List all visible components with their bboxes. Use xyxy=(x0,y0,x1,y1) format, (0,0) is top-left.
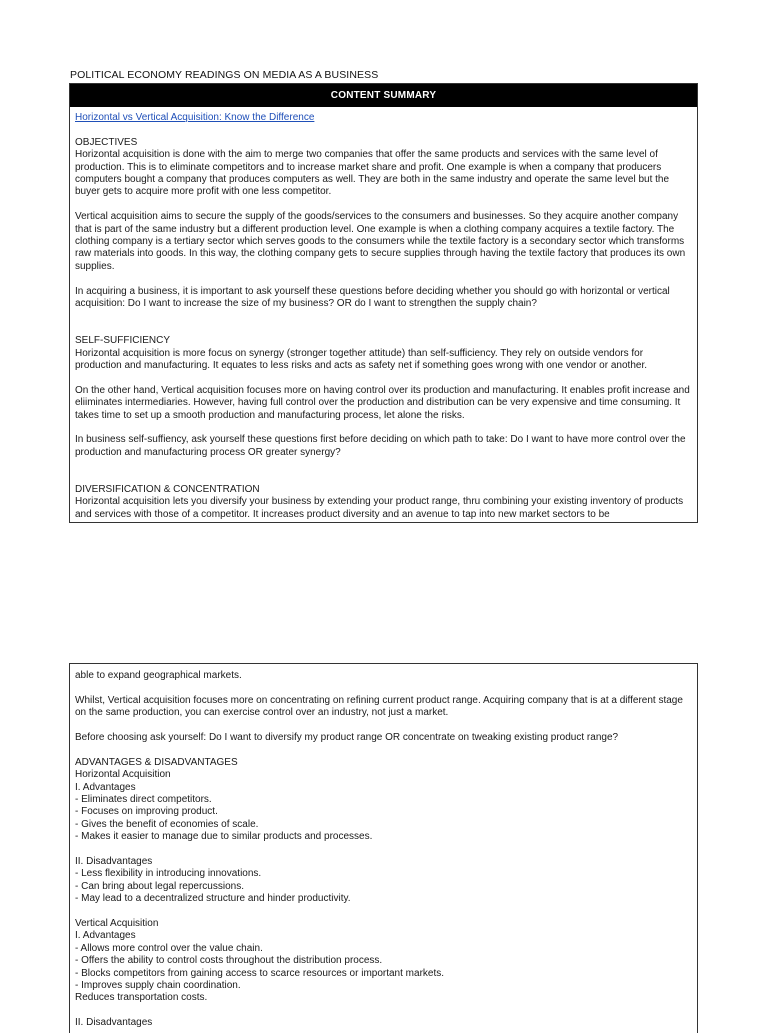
article-link[interactable]: Horizontal vs Vertical Acquisition: Know the Difference xyxy=(75,112,315,123)
vertical-advantages-title: I. Advantages xyxy=(75,930,136,942)
vertical-disadvantages-title: II. Disadvantages xyxy=(75,1017,153,1029)
horizontal-advantages-title: I. Advantages xyxy=(75,781,136,793)
list-item: - Eliminates direct competitors. xyxy=(75,794,212,806)
self-sufficiency-paragraph-1: Horizontal acquisition is more focus on synergy (stronger together attitude) than self-sufficiency. They rely on outside vendors for production and manufacturing. It equates to less risks and acts as safety net if something goes wrong with one vendor or another. xyxy=(75,347,647,372)
document-title: POLITICAL ECONOMY READINGS ON MEDIA AS A BUSINESS xyxy=(70,69,379,81)
vertical-acquisition-title: Vertical Acquisition xyxy=(75,918,159,930)
list-item: Reduces transportation costs. xyxy=(75,992,208,1004)
objectives-paragraph-2: Vertical acquisition aims to secure the supply of the goods/services to the consumers and businesses. So they acquire another company that is part of the same industry but a different production level. One example is when a clothing company acquires a textile factory. The clothing company is a tertiary sector which serves goods to the consumers while the textile factory is a secondary sector which transforms raw materials into goods. In this way, the clothing company gets to secure supplies through having the textile factory that produces its own supplies. xyxy=(75,211,686,272)
objectives-paragraph-3: In acquiring a business, it is important to ask yourself these questions before deciding whether you should go with horizontal or vertical acquisition: Do I want to increase the size of my business? OR do I want to strengthen the supply chain? xyxy=(75,285,670,310)
content-summary-header: CONTENT SUMMARY xyxy=(70,84,697,107)
self-sufficiency-paragraph-2: On the other hand, Vertical acquisition focuses more on having control over its production and manufacturing. It enables profit increase and eliiminates intermediaries. However, having full control over the production and distribution can be very expensive and time consuming. It takes time to set up a smooth production and manufacturing process, let alone the risks. xyxy=(75,384,690,421)
list-item: - Focuses on improving product. xyxy=(75,806,218,818)
list-item: - Makes it easier to manage due to similar products and processes. xyxy=(75,831,373,843)
content-summary-continued-body xyxy=(70,664,697,1030)
objectives-heading: OBJECTIVES xyxy=(75,136,138,148)
content-summary-body xyxy=(70,107,697,521)
diversification-heading: DIVERSIFICATION & CONCENTRATION xyxy=(75,484,260,496)
content-summary-continued-box xyxy=(69,663,698,1033)
list-item: - Less flexibility in introducing innovations. xyxy=(75,868,262,880)
diversification-paragraph-1-part-1: Horizontal acquisition lets you diversify your business by extending your product range, thru combining your existing inventory of products and services with those of a competitor. It increases product diversity and an avenue to tap into new market sectors to be xyxy=(75,496,684,520)
list-item: - Blocks competitors from gaining access to scarce resources or important markets. xyxy=(75,967,445,979)
adv-disadv-heading: ADVANTAGES & DISADVANTAGES xyxy=(75,756,238,768)
list-item: - Can bring about legal repercussions. xyxy=(75,880,244,892)
list-item: - May lead to a decentralized structure and hinder productivity. xyxy=(75,893,351,905)
diversification-paragraph-1-part-2: able to expand geographical markets. xyxy=(75,670,242,681)
diversification-paragraph-2: Whilst, Vertical acquisition focuses more on concentrating on refining current product range. Acquiring company that is at a different stage on the same production, you can exercise control over an industry, not just a market. xyxy=(75,694,683,719)
horizontal-acquisition-title: Horizontal Acquisition xyxy=(75,769,171,781)
list-item: - Gives the benefit of economies of scale. xyxy=(75,818,259,830)
list-item: - Offers the ability to control costs throughout the distribution process. xyxy=(75,955,383,967)
objectives-paragraph-1: Horizontal acquisition is done with the aim to merge two companies that offer the same products and services with the same level of production. This is to eliminate competitors and to increase market share and profit. One example is when a company that producers computers bought a company that produces computers as well. They are both in the same industry and operate the same level but the buyer gets to acquire more profit with one less competitor. xyxy=(75,149,670,198)
content-summary-box xyxy=(69,83,698,523)
horizontal-disadvantages-title: II. Disadvantages xyxy=(75,856,153,868)
list-item: - Allows more control over the value chain. xyxy=(75,942,263,954)
self-sufficiency-heading: SELF-SUFFICIENCY xyxy=(75,335,171,347)
self-sufficiency-paragraph-3: In business self-suffiency, ask yourself these questions first before deciding on which path to take: Do I want to have more control over the production and manufacturing process OR greater synergy? xyxy=(75,434,686,458)
list-item: - Improves supply chain coordination. xyxy=(75,980,241,992)
diversification-paragraph-3: Before choosing ask yourself: Do I want to diversify my product range OR concentrate on tweaking existing product range? xyxy=(75,732,619,743)
